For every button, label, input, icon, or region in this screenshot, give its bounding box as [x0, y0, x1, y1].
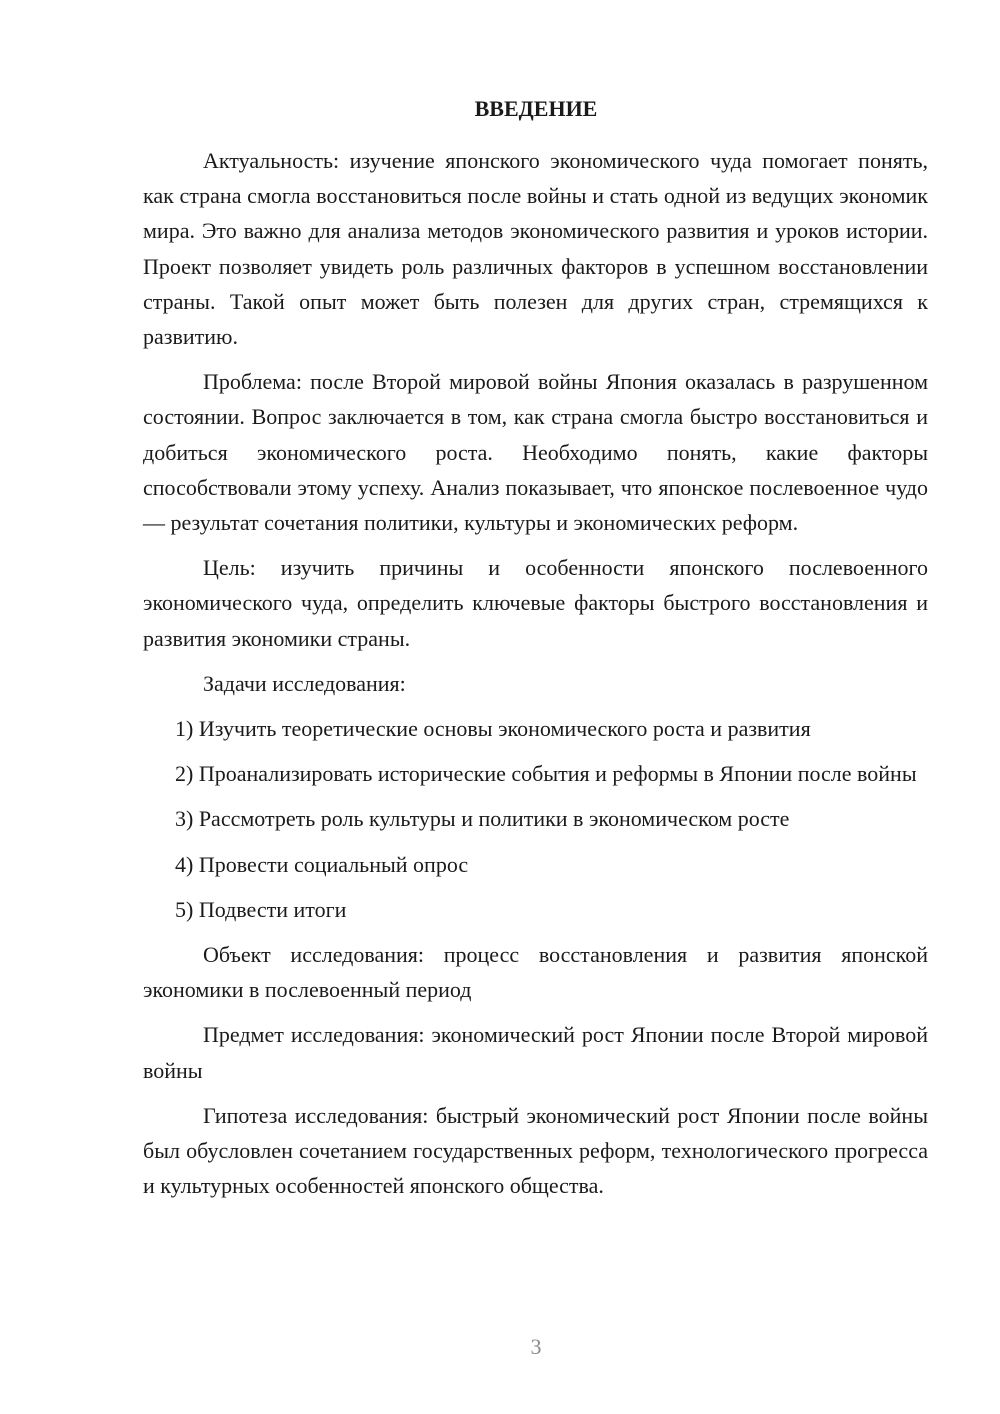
paragraph-relevance: Актуальность: изучение японского экономического чуда помогает понять, как страна смогла восстановиться после войны и стать одной из ведущих экономик мира. Это важно для анализа методов экономического развития и уроков истории. Проект позволяет увидеть роль различных факторов в успешном восстановлении страны. Такой опыт может быть полезен для других стран, стремящихся к развитию. — [143, 148, 928, 350]
task-item-3: 3) Рассмотреть роль культуры и политики в экономическом росте — [175, 806, 790, 832]
task-item-2: 2) Проанализировать исторические события и реформы в Японии после войны — [175, 761, 917, 787]
task-item-5: 5) Подвести итоги — [175, 896, 347, 922]
page-number: 3 — [530, 1334, 542, 1359]
task-item-4: 4) Провести социальный опрос — [175, 851, 469, 877]
paragraph-problem: Проблема: после Второй мировой войны Япония оказалась в разрушенном состоянии. Вопрос заключается в том, как страна смогла быстро восстановиться и добиться экономического роста. Необходимо понять, какие факторы способствовали этому успеху. Анализ показывает, что японское послевоенное чудо — результат сочетания политики, культуры и экономических реформ. — [143, 369, 928, 536]
task-item-1: 1) Изучить теоретические основы экономического роста и развития — [175, 716, 811, 742]
paragraph-goal: Цель: изучить причины и особенности японского послевоенного экономического чуда, определить ключевые факторы быстрого восстановления и развития экономики страны. — [143, 555, 928, 651]
paragraph-hypothesis: Гипотеза исследования: быстрый экономический рост Японии после войны был обусловлен сочетанием государственных реформ, технологического прогресса и культурных особенностей японского общества. — [143, 1102, 928, 1199]
tasks-heading: Задачи исследования: — [203, 670, 406, 696]
paragraph-object: Объект исследования: процесс восстановления и развития японской экономики в послевоенный период — [143, 942, 928, 1003]
page-title: ВВЕДЕНИЕ — [474, 96, 598, 121]
body-text — [143, 143, 928, 1213]
paragraph-subject: Предмет исследования: экономический рост Японии после Второй мировой войны — [143, 1022, 928, 1083]
